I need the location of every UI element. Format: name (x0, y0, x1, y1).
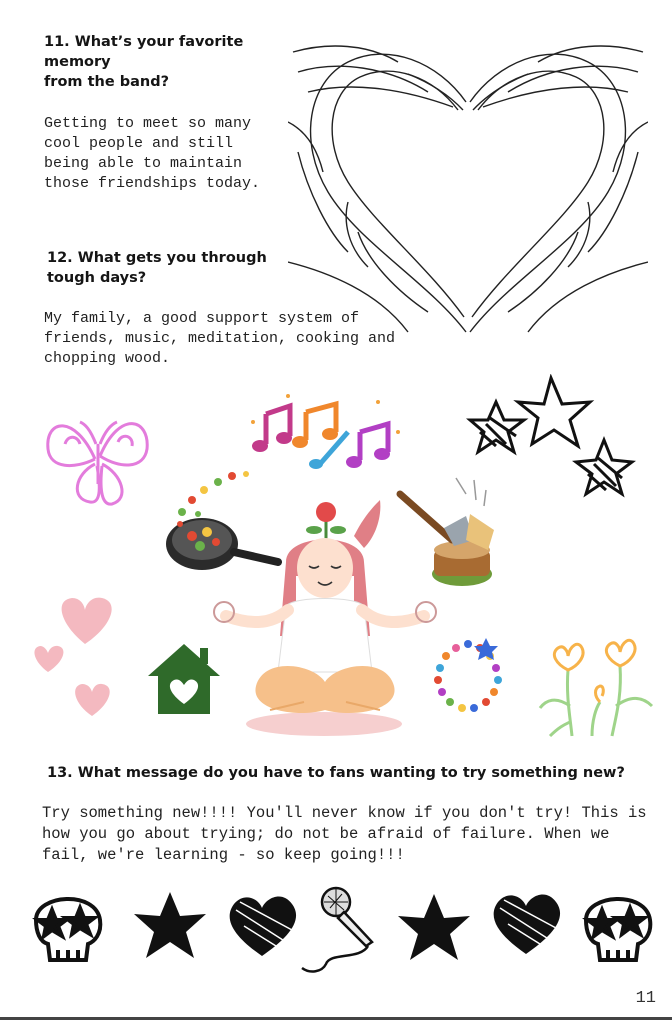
skull-icon (586, 899, 650, 960)
star-icon (518, 378, 590, 446)
pink-hearts-icon (30, 590, 120, 720)
scribble-heart-icon (230, 896, 296, 956)
question-11-line2: from the band? (44, 74, 169, 90)
striped-star-icon (576, 440, 632, 494)
heart-hands-drawing (288, 32, 648, 342)
question-11-line1: 11. What’s your favorite memory (44, 34, 244, 70)
striped-star-icon (470, 402, 524, 452)
skull-icon (36, 899, 100, 960)
question-11 (44, 32, 274, 92)
music-notes-icon (248, 392, 408, 474)
scribble-star-icon (398, 894, 470, 960)
house-heart-icon (146, 642, 222, 716)
question-13: 13. What message do you have to fans wanting to try something new? (47, 765, 625, 781)
answer-13: Try something new!!!! You'll never know if you don't try! This is how you go about trying; do not be afraid of failure. When we fail, we're learning - so keep going!!! (42, 804, 647, 864)
answer-11: Getting to meet so many cool people and still being able to maintain those friendships today. (44, 115, 261, 192)
page-number: 11 (635, 989, 656, 1008)
doodle-row (30, 880, 660, 980)
microphone-icon (302, 888, 372, 971)
scribble-heart-icon (494, 894, 560, 954)
flowers-icon (536, 636, 662, 740)
question-12: 12. What gets you through tough days? (47, 250, 267, 286)
answer-12: My family, a good support system of friends, music, meditation, cooking and chopping wood. (44, 310, 396, 367)
meditating-woman-illustration (204, 496, 444, 740)
scribble-star-icon (134, 892, 206, 958)
butterfly-icon (40, 404, 155, 514)
bead-bracelet-icon (428, 636, 508, 720)
